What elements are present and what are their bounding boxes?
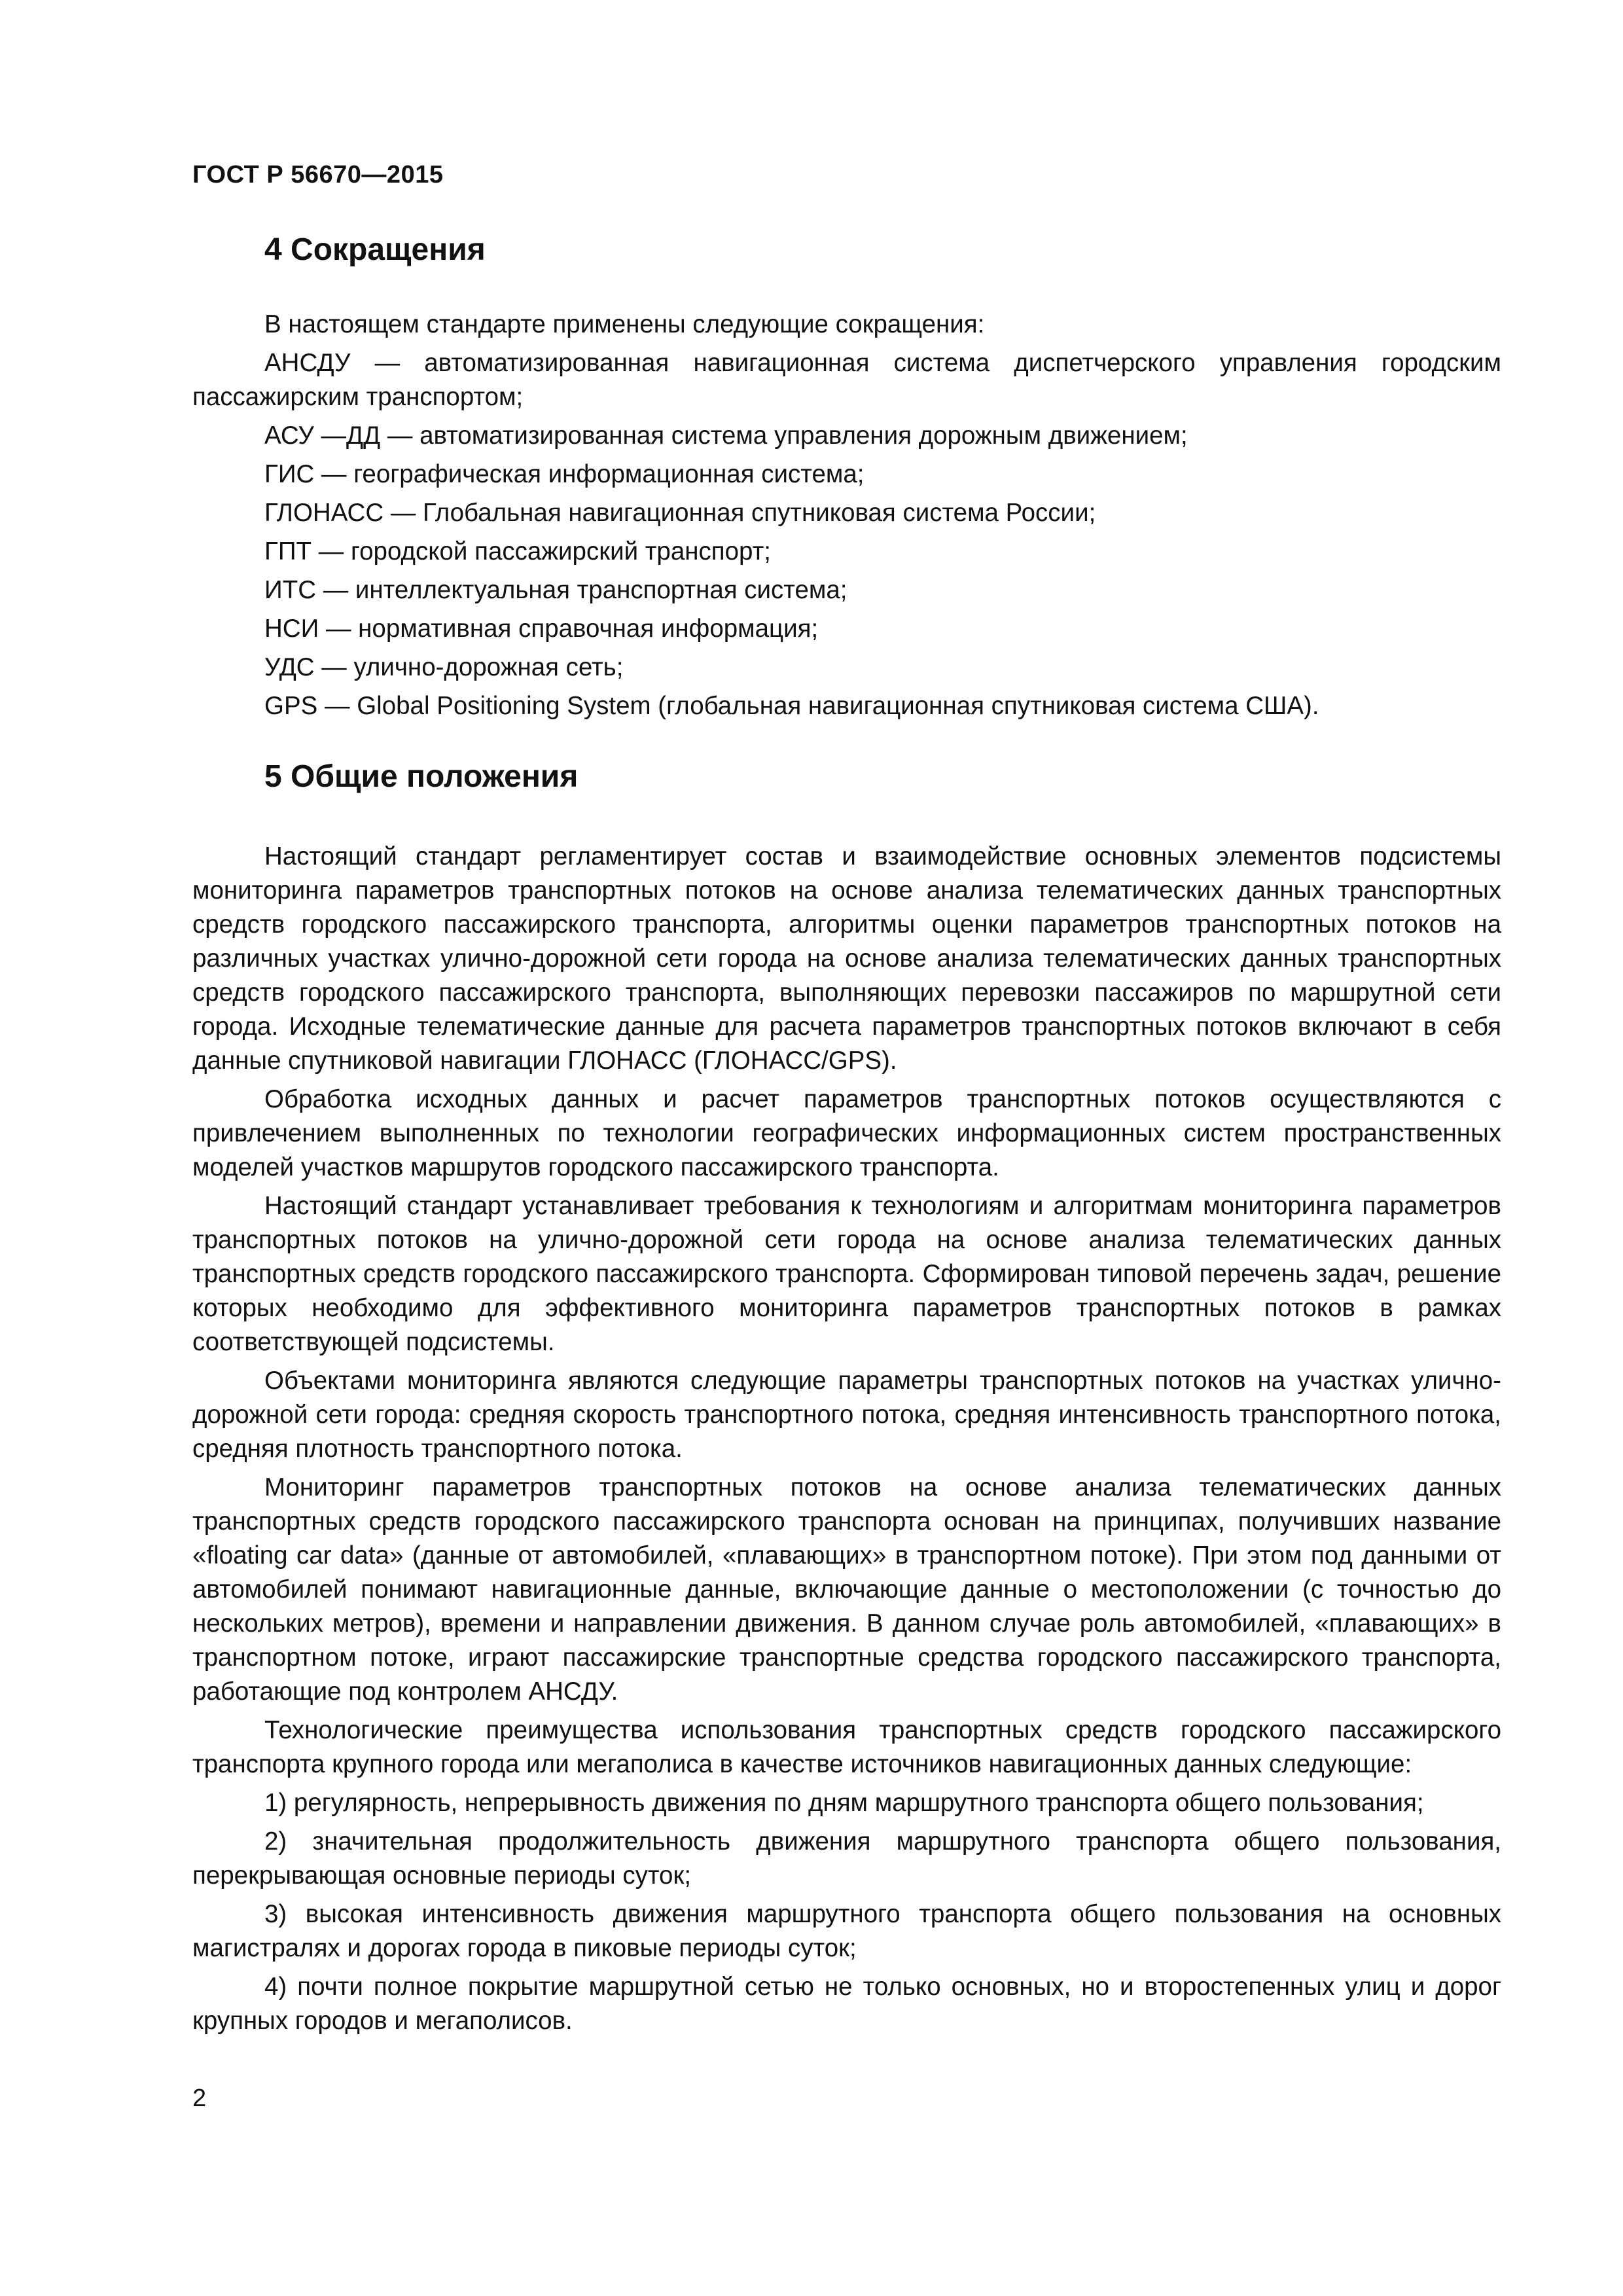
abbreviation-item [192,496,1501,530]
abbreviation-definition: Глобальная навигационная спутниковая система России; [423,499,1096,527]
abbreviation-term: ГЛОНАСС — [264,499,423,527]
abbreviation-term: НСИ — [264,615,359,643]
list-item: 3) высокая интенсивность движения маршрутного транспорта общего пользования на основных магистралях и дорогах города в пиковые периоды суток; [192,1900,1501,1962]
abbreviation-item [192,651,1501,685]
abbreviation-item [192,457,1501,492]
abbreviation-term: ИТС — [264,576,355,604]
abbreviation-item [192,612,1501,646]
body-paragraph: Обработка исходных данных и расчет параметров транспортных потоков осуществляются с привлечением выполненных по технологии географических информационных систем пространственных моделей участков маршрутов городского пассажирского транспорта. [192,1085,1501,1181]
body-paragraph: Настоящий стандарт регламентирует состав и взаимодействие основных элементов подсистемы мониторинга параметров транспортных потоков на основе анализа телематических данных транспортных средств городского пассажирского транспорта, алгоритмы оценки параметров транспортных потоков на различных участках улично-дорожной сети города на основе анализа телематических данных транспортных средств городского пассажирского транспорта, выполняющих перевозки пассажиров по маршрутной сети города. Исходные телематические данные для расчета параметров транспортных потоков включают в себя данные спутниковой навигации ГЛОНАСС (ГЛОНАСС/GPS). [192,842,1501,1075]
list-item: 4) почти полное покрытие маршрутной сетью не только основных, но и второстепенных улиц и дорог крупных городов и мегаполисов. [192,1973,1501,2035]
abbreviations-intro: В настоящем стандарте применены следующие сокращения: [264,310,985,338]
abbreviation-item [192,419,1501,453]
body-paragraph: Объектами мониторинга являются следующие параметры транспортных потоков на участках улично-дорожной сети города: средняя скорость транспортного потока, средняя интенсивность транспортного потока, средняя плотность транспортного потока. [192,1367,1501,1463]
abbreviation-item [192,535,1501,569]
abbreviation-term: АСУ —ДД — [264,422,420,450]
body-paragraph: Мониторинг параметров транспортных потоков на основе анализа телематических данных транспортных средств городского пассажирского транспорта основан на принципах, получивших название «floating car data» (данные от автомобилей, «плавающих» в транспортном потоке). При этом под данными от автомобилей понимают навигационные данные, включающие данные о местоположении (с точностью до нескольких метров), времени и направлении движения. В данном случае роль автомобилей, «плавающих» в транспортном потоке, играют пассажирские транспортные средства городского пассажирского транспорта, работающие под контролем АНСДУ. [192,1473,1501,1706]
page-number: 2 [192,2085,207,2112]
abbreviations-list [192,308,1501,728]
abbreviation-definition: автоматизированная навигационная система диспетчерского управления городским пассажирским транспортом; [192,349,1502,411]
abbreviation-definition: интеллектуальная транспортная система; [355,576,847,604]
abbreviation-item [192,689,1501,723]
abbreviation-term: АНСДУ — [264,349,425,377]
body-paragraph: Настоящий стандарт устанавливает требования к технологиям и алгоритмам мониторинга параметров транспортных потоков на улично-дорожной сети города на основе анализа телематических данных транспортных средств городского пассажирского транспорта. Сформирован типовой перечень задач, решение которых необходимо для эффективного мониторинга параметров транспортных потоков в рамках соответствующей подсистемы. [192,1192,1501,1356]
abbreviation-term: ГИС — [264,460,354,488]
list-item: 1) регулярность, непрерывность движения по дням маршрутного транспорта общего пользования; [264,1789,1424,1817]
section-5-body [192,840,1501,2043]
abbreviation-item [192,573,1501,607]
document-code: ГОСТ Р 56670—2015 [192,161,444,188]
abbreviation-definition: автоматизированная система управления дорожным движением; [419,422,1188,450]
abbreviation-definition: улично-дорожная сеть; [353,653,624,681]
section-5-heading: 5 Общие положения [264,759,579,794]
body-paragraph: Технологические преимущества использования транспортных средств городского пассажирского транспорта крупного города или мегаполиса в качестве источников навигационных данных следующие: [192,1716,1501,1778]
abbreviation-definition: городской пассажирский транспорт; [350,537,771,565]
abbreviation-definition: Global Positioning System (глобальная навигационная спутниковая система США). [357,692,1319,720]
abbreviation-term: GPS — [264,692,357,720]
abbreviation-term: УДС — [264,653,354,681]
abbreviation-definition: нормативная справочная информация; [358,615,819,643]
abbreviation-term: ГПТ — [264,537,351,565]
abbreviation-item [192,346,1501,414]
abbreviation-definition: географическая информационная система; [353,460,865,488]
list-item: 2) значительная продолжительность движения маршрутного транспорта общего пользования, перекрывающая основные периоды суток; [192,1827,1501,1890]
section-4-heading: 4 Сокращения [264,232,486,267]
